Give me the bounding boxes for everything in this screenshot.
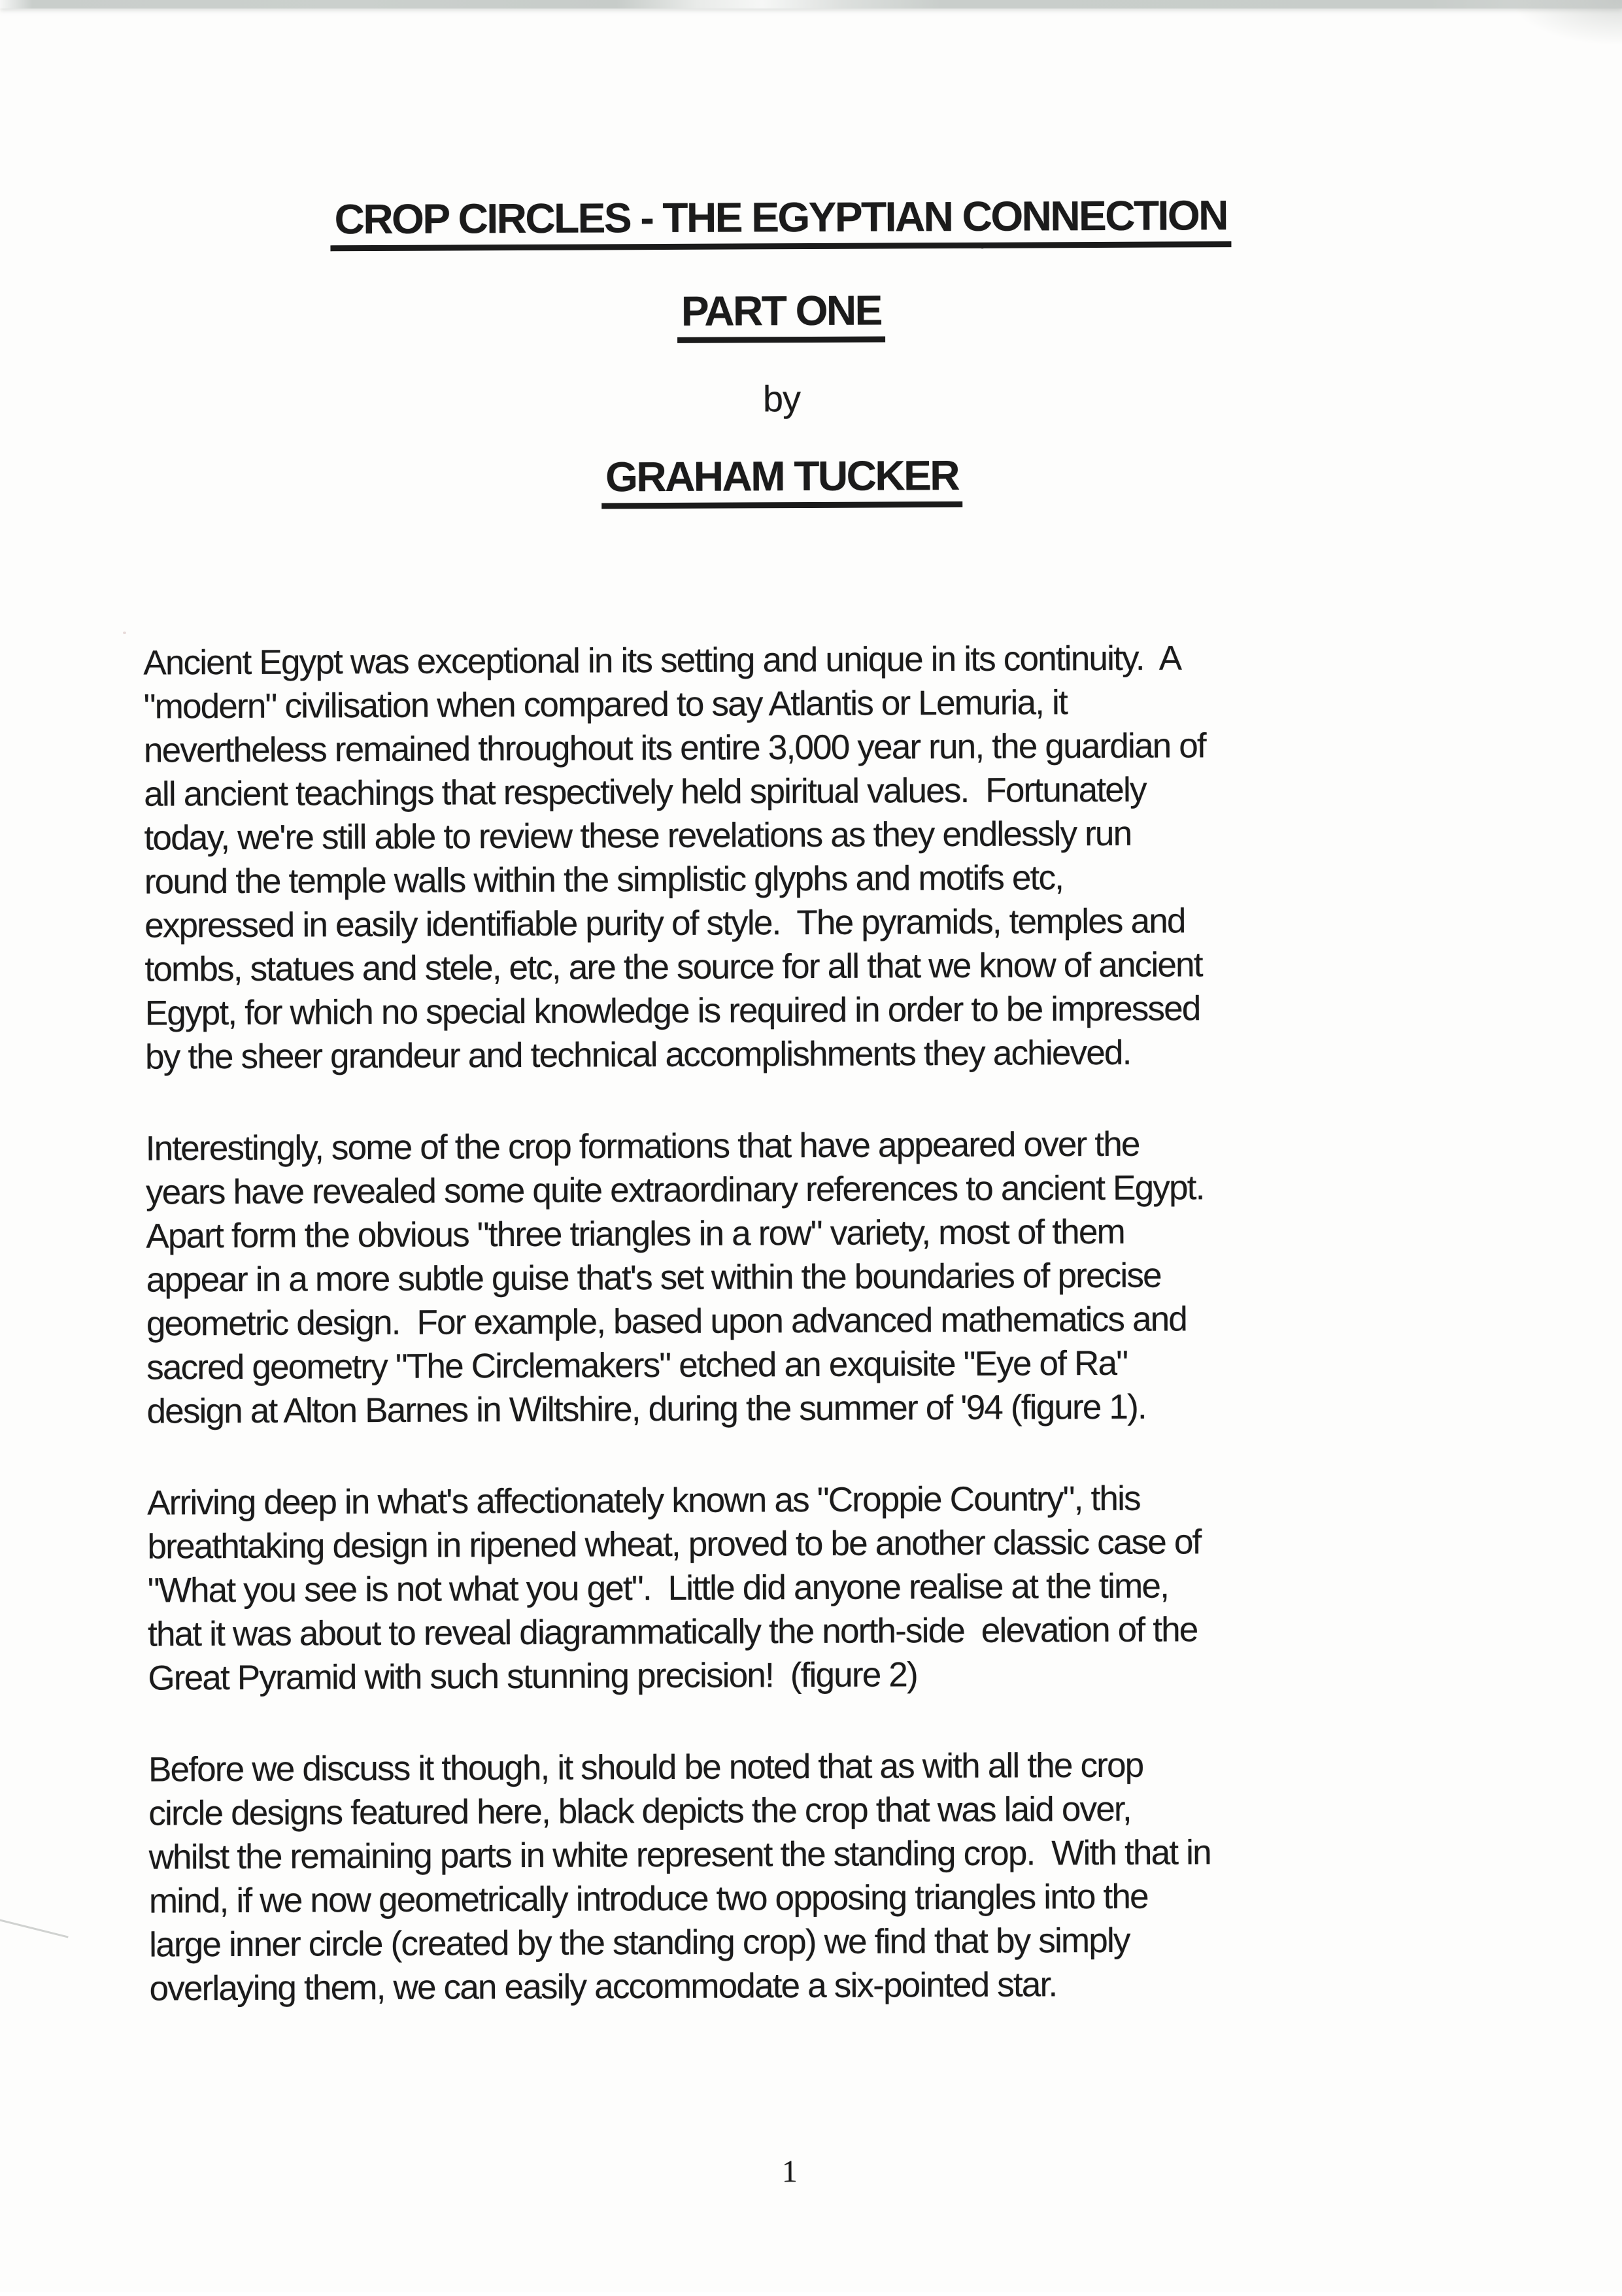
text-line: years have revealed some quite extraordinary references to ancient Egypt. [145, 1168, 1204, 1212]
text-line: appear in a more subtle guise that's set within the boundaries of precise [146, 1256, 1161, 1300]
text-line: Great Pyramid with such stunning precision! (figure 2) [148, 1655, 917, 1698]
text-line: Ancient Egypt was exceptional in its setting and unique in its continuity. A [143, 639, 1181, 683]
text-line: tombs, statues and stele, etc, are the source for all that we know of ancient [144, 945, 1202, 989]
part-heading: PART ONE [677, 289, 885, 343]
author-name: GRAHAM TUCKER [601, 454, 962, 509]
title-row [140, 194, 1421, 252]
text-line: expressed in easily identifiable purity of style. The pyramids, temples and [144, 902, 1185, 945]
text-line: "What you see is not what you get". Little did anyone realise at the time, [147, 1566, 1169, 1610]
paragraph-2 [146, 1121, 1428, 1434]
body-text [143, 635, 1431, 2059]
text-line: whilst the remaining parts in white represent the standing crop. With that in [148, 1833, 1211, 1877]
text-line: by the sheer grandeur and technical accomplishments they achieved. [144, 1033, 1131, 1077]
byline: by [762, 378, 801, 420]
author-row [141, 452, 1423, 511]
paragraph-4 [148, 1742, 1431, 2011]
text-line: circle designs featured here, black depicts the crop that was laid over, [148, 1789, 1131, 1833]
text-line: nevertheless remained throughout its entire 3,000 year run, the guardian of [143, 726, 1206, 770]
text-line: large inner circle (created by the standing crop) we find that by simply [149, 1921, 1130, 1965]
text-line: all ancient teachings that respectively held spiritual values. Fortunately [144, 770, 1146, 814]
paragraph-3 [147, 1476, 1430, 1700]
text-line: breathtaking design in ripened wheat, proved to be another classic case of [147, 1523, 1201, 1566]
part-row [141, 287, 1422, 346]
page-number: 1 [781, 2154, 798, 2189]
text-line: that it was about to reveal diagrammatically the north-side elevation of the [147, 1610, 1198, 1654]
text-line: design at Alton Barnes in Wiltshire, during the summer of '94 (figure 1). [146, 1387, 1147, 1431]
text-line: Apart form the obvious "three triangles in a row" variety, most of them [146, 1212, 1125, 1256]
text-line: mind, if we now geometrically introduce two opposing triangles into the [148, 1877, 1148, 1921]
text-line: Egypt, for which no special knowledge is required in order to be impressed [144, 989, 1200, 1033]
paragraph-1 [143, 635, 1427, 1079]
text-line: Arriving deep in what's affectionately known as "Croppie Country", this [147, 1479, 1140, 1523]
text-line: overlaying them, we can easily accommodate a six-pointed star. [149, 1965, 1057, 2008]
document-title: CROP CIRCLES - THE EGYPTIAN CONNECTION [330, 194, 1231, 251]
text-line: today, we're still able to review these revelations as they endlessly run [144, 814, 1132, 858]
text-line: sacred geometry "The Circlemakers" etched an exquisite "Eye of Ra" [146, 1343, 1128, 1387]
text-line: Before we discuss it though, it should be noted that as with all the crop [148, 1746, 1143, 1789]
text-line: Interestingly, some of the crop formations that have appeared over the [145, 1124, 1140, 1168]
text-line: geometric design. For example, based upon advanced mathematics and [146, 1300, 1187, 1343]
text-line: "modern" civilisation when compared to say Atlantis or Lemuria, it [143, 683, 1068, 726]
text-line: round the temple walls within the simplistic glyphs and motifs etc, [144, 858, 1064, 902]
